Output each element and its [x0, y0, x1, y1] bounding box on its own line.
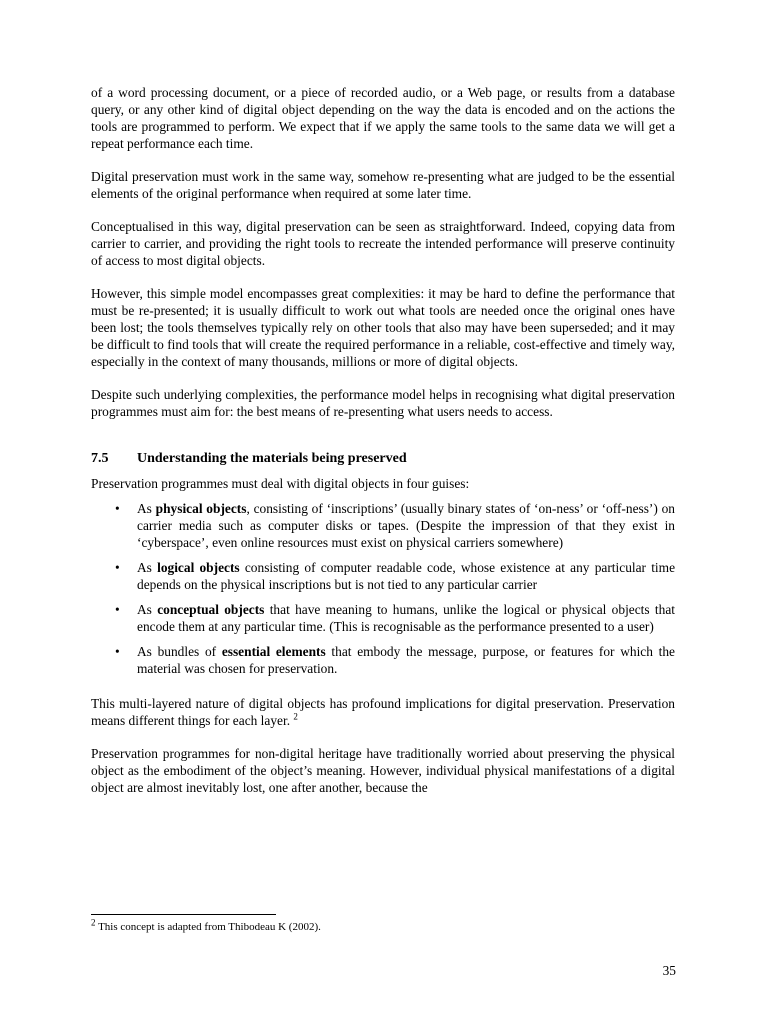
- list-item-prefix: As: [137, 602, 158, 617]
- footnote-ref[interactable]: 2: [293, 711, 298, 722]
- list-item-term: physical objects: [155, 501, 247, 516]
- paragraph-6: [91, 695, 675, 729]
- list-item: [91, 643, 675, 677]
- bullet-icon: •: [115, 602, 120, 617]
- bullet-icon: •: [115, 560, 120, 575]
- footnote-marker: 2: [91, 917, 96, 928]
- paragraph-3: Conceptualised in this way, digital preservation can be seen as straightforward. Indeed, copying data from carrier to carrier, and providing the right tools to recreate the intended performance will preserve continuity of access to most digital objects.: [91, 219, 675, 268]
- list-item: [91, 601, 675, 635]
- page-number: 35: [662, 963, 676, 978]
- list-item-prefix: As bundles of: [137, 644, 222, 659]
- list-item-text: that embody the message, purpose, or features for which the material was chosen for preservation.: [137, 644, 675, 676]
- list-item: [91, 500, 675, 551]
- paragraph-4: However, this simple model encompasses great complexities: it may be hard to define the performance that must be re-presented; it is usually difficult to work out what tools are needed once the original ones have been lost; the tools themselves typically rely on other tools that also may have been superseded; and it may be difficult to find tools that will create the required performance in a reliable, cost-effective and timely way, especially in the context of many thousands, millions or more of digital objects.: [91, 286, 675, 369]
- section-number: 7.5: [91, 451, 109, 466]
- list-item-prefix: As: [137, 560, 158, 575]
- page-body: [91, 84, 675, 812]
- list-item-term: conceptual objects: [157, 602, 265, 617]
- paragraph-7: Preservation programmes for non-digital heritage have traditionally worried about preserving the physical object as the embodiment of the object’s meaning. However, individual physical manifestations of a digital object are almost inevitably lost, one after another, because the: [91, 746, 675, 795]
- footnote-divider: [91, 914, 276, 915]
- paragraph-2: Digital preservation must work in the same way, somehow re-presenting what are judged to be the essential elements of the original performance when required at some later time.: [91, 169, 675, 201]
- section-intro: Preservation programmes must deal with digital objects in four guises:: [91, 476, 470, 491]
- list-item-text: , consisting of ‘inscriptions’ (usually binary states of ‘on-ness’ or ‘off-ness’) on carrier media such as computer disks or tapes. (Despite the impression of that they exist in ‘cyberspace’, even online resources must exist on physical carriers somewhere): [137, 501, 676, 550]
- list-item-term: logical objects: [157, 560, 240, 575]
- section-title: Understanding the materials being preserved: [137, 451, 407, 466]
- bullet-icon: •: [115, 501, 120, 516]
- section-heading: [91, 450, 675, 467]
- paragraph-6-text: This multi-layered nature of digital objects has profound implications for digital preservation. Preservation means different things for each layer.: [91, 696, 675, 728]
- list-item-prefix: As: [137, 501, 156, 516]
- bullet-icon: •: [115, 644, 120, 659]
- list-item: [91, 559, 675, 593]
- paragraph-1: of a word processing document, or a piece of recorded audio, or a Web page, or results from a database query, or any other kind of digital object depending on the way the data is encoded and on the actions the tools are programmed to perform. We expect that if we apply the same tools to the same data we will get a repeat performance each time.: [91, 85, 675, 151]
- guises-list: [91, 500, 675, 677]
- list-item-term: essential elements: [221, 644, 326, 659]
- list-item-text: consisting of computer readable code, whose existence at any particular time depends on the physical inscriptions but is not tied to any particular carrier: [137, 560, 676, 592]
- paragraph-5: Despite such underlying complexities, the performance model helps in recognising what digital preservation programmes must aim for: the best means of re-presenting what users needs to access.: [91, 387, 675, 419]
- footnote-text: This concept is adapted from Thibodeau K (2002).: [98, 921, 321, 933]
- footnote: [91, 917, 321, 934]
- list-item-text: that have meaning to humans, unlike the logical or physical objects that encode them at any particular time. (This is recognisable as the performance presented to a user): [137, 602, 675, 634]
